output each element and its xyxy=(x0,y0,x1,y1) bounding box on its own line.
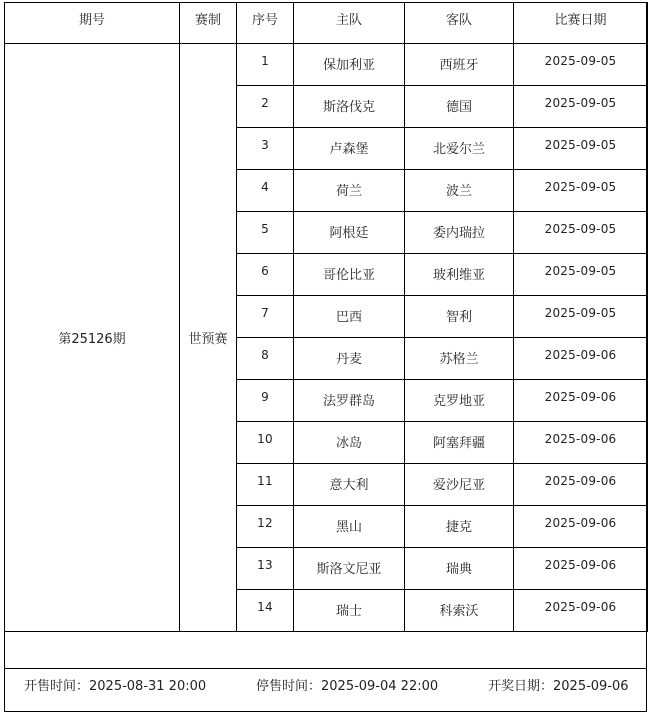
date-cell: 2025-09-06 xyxy=(514,548,648,590)
home-team-cell: 卢森堡 xyxy=(294,128,405,170)
header-date: 比赛日期 xyxy=(514,3,648,44)
away-team-cell: 捷克 xyxy=(405,506,514,548)
home-team-cell: 意大利 xyxy=(294,464,405,506)
seq-cell: 12 xyxy=(237,506,294,548)
date-cell: 2025-09-05 xyxy=(514,170,648,212)
home-team-cell: 荷兰 xyxy=(294,170,405,212)
seq-cell: 7 xyxy=(237,296,294,338)
sale-stop-time: 停售时间：2025-09-04 22:00 xyxy=(256,679,439,694)
away-team-cell: 科索沃 xyxy=(405,590,514,632)
date-cell: 2025-09-06 xyxy=(514,338,648,380)
away-team-cell: 克罗地亚 xyxy=(405,380,514,422)
away-team-cell: 瑞典 xyxy=(405,548,514,590)
type-cell: 世预赛 xyxy=(180,44,237,632)
seq-cell: 14 xyxy=(237,590,294,632)
away-team-cell: 北爱尔兰 xyxy=(405,128,514,170)
header-period: 期号 xyxy=(5,3,180,44)
away-team-cell: 委内瑞拉 xyxy=(405,212,514,254)
header-home: 主队 xyxy=(294,3,405,44)
home-team-cell: 斯洛文尼亚 xyxy=(294,548,405,590)
seq-cell: 8 xyxy=(237,338,294,380)
away-team-cell: 玻利维亚 xyxy=(405,254,514,296)
home-team-cell: 哥伦比亚 xyxy=(294,254,405,296)
sale-info-footer xyxy=(4,668,647,698)
period-cell: 第25126期 xyxy=(5,44,180,632)
away-team-cell: 阿塞拜疆 xyxy=(405,422,514,464)
away-team-cell: 智利 xyxy=(405,296,514,338)
away-team-cell: 西班牙 xyxy=(405,44,514,86)
date-cell: 2025-09-06 xyxy=(514,590,648,632)
home-team-cell: 阿根廷 xyxy=(294,212,405,254)
date-cell: 2025-09-05 xyxy=(514,296,648,338)
table-row xyxy=(5,44,648,86)
date-cell: 2025-09-05 xyxy=(514,128,648,170)
header-seq: 序号 xyxy=(237,3,294,44)
header-away: 客队 xyxy=(405,3,514,44)
header-type: 赛制 xyxy=(180,3,237,44)
date-cell: 2025-09-05 xyxy=(514,86,648,128)
away-team-cell: 德国 xyxy=(405,86,514,128)
home-team-cell: 瑞士 xyxy=(294,590,405,632)
home-team-cell: 保加利亚 xyxy=(294,44,405,86)
seq-cell: 5 xyxy=(237,212,294,254)
date-cell: 2025-09-06 xyxy=(514,506,648,548)
away-team-cell: 波兰 xyxy=(405,170,514,212)
draw-date: 开奖日期：2025-09-06 xyxy=(488,679,629,694)
table-header-row xyxy=(5,3,648,44)
home-team-cell: 黑山 xyxy=(294,506,405,548)
seq-cell: 1 xyxy=(237,44,294,86)
seq-cell: 2 xyxy=(237,86,294,128)
away-team-cell: 苏格兰 xyxy=(405,338,514,380)
match-schedule-table xyxy=(4,2,648,632)
away-team-cell: 爱沙尼亚 xyxy=(405,464,514,506)
seq-cell: 3 xyxy=(237,128,294,170)
seq-cell: 6 xyxy=(237,254,294,296)
seq-cell: 11 xyxy=(237,464,294,506)
date-cell: 2025-09-05 xyxy=(514,44,648,86)
home-team-cell: 斯洛伐克 xyxy=(294,86,405,128)
seq-cell: 10 xyxy=(237,422,294,464)
date-cell: 2025-09-06 xyxy=(514,464,648,506)
date-cell: 2025-09-05 xyxy=(514,212,648,254)
home-team-cell: 法罗群岛 xyxy=(294,380,405,422)
home-team-cell: 冰岛 xyxy=(294,422,405,464)
seq-cell: 4 xyxy=(237,170,294,212)
seq-cell: 13 xyxy=(237,548,294,590)
home-team-cell: 巴西 xyxy=(294,296,405,338)
home-team-cell: 丹麦 xyxy=(294,338,405,380)
date-cell: 2025-09-05 xyxy=(514,254,648,296)
sale-start-time: 开售时间：2025-08-31 20:00 xyxy=(24,679,207,694)
seq-cell: 9 xyxy=(237,380,294,422)
date-cell: 2025-09-06 xyxy=(514,380,648,422)
date-cell: 2025-09-06 xyxy=(514,422,648,464)
